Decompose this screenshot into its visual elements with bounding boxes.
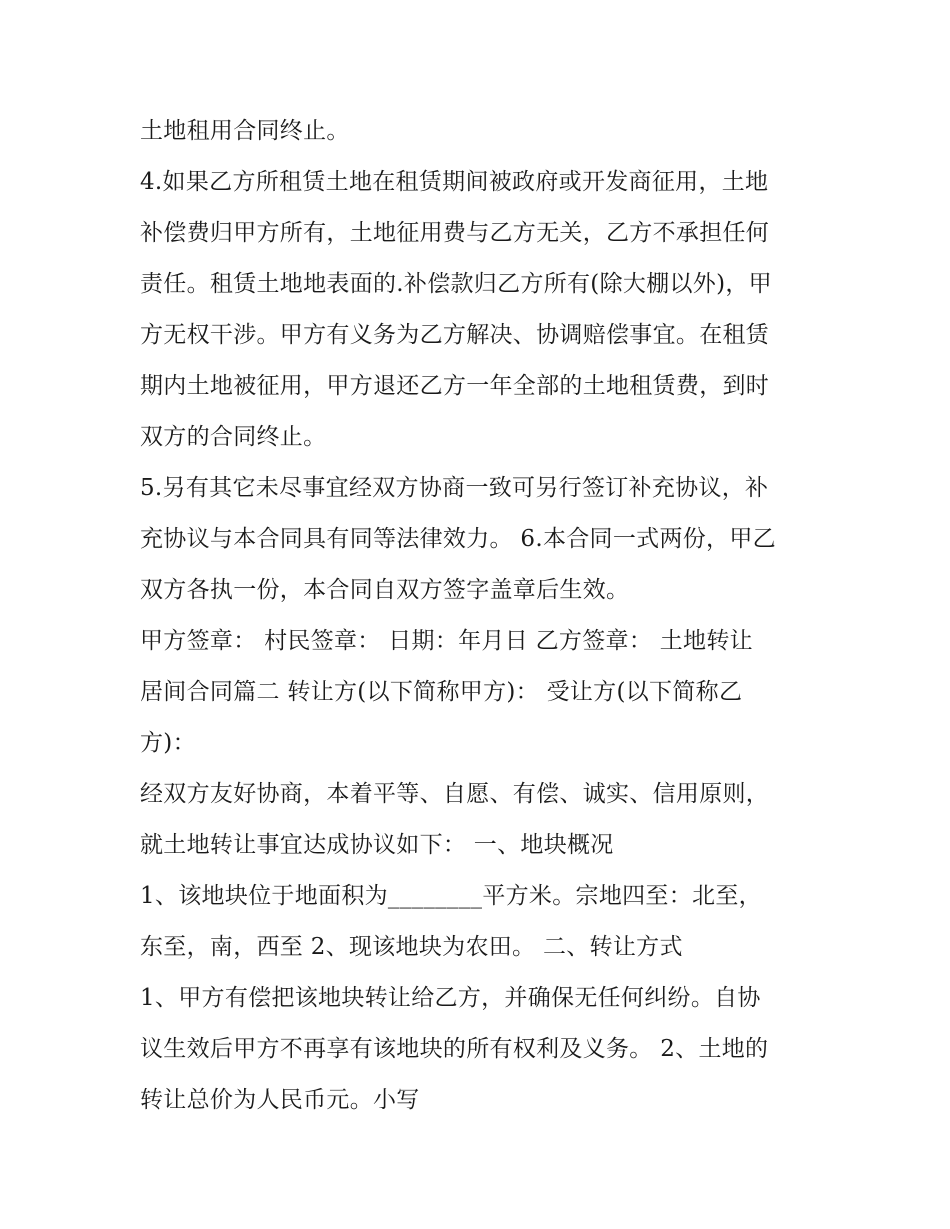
document-body (140, 106, 830, 1126)
text-line: 双方的合同终止。 (140, 424, 327, 450)
text-line: 方)： (140, 730, 196, 756)
text-line: 土地租用合同终止。 (140, 118, 350, 144)
text-line: 1、甲方有偿把该地块转让给乙方，并确保无任何纠纷。自协 (140, 985, 761, 1011)
text-line: 甲方签章： 村民签章： 日期：年月日 乙方签章： 土地转让 (140, 628, 753, 654)
text-line: 双方各执一份，本合同自双方签字盖章后生效。 (140, 577, 630, 603)
text-line: 转让总价为人民币元。小写 (140, 1087, 420, 1113)
text-line: 方无权干涉。甲方有义务为乙方解决、协调赔偿事宜。在租赁 (140, 322, 770, 348)
text-line: 4.如果乙方所租赁土地在租赁期间被政府或开发商征用，土地 (140, 169, 769, 195)
text-line: 充协议与本合同具有同等法律效力。 6.本合同一式两份，甲乙 (140, 526, 776, 552)
text-line: 东至，南，西至 2、现该地块为农田。 二、转让方式 (140, 934, 683, 960)
text-line: 议生效后甲方不再享有该地块的所有权利及义务。 2、土地的 (140, 1036, 769, 1062)
text-line: 居间合同篇二 转让方(以下简称甲方)： 受让方(以下简称乙 (140, 679, 743, 705)
text-line: 补偿费归甲方所有，土地征用费与乙方无关，乙方不承担任何 (140, 220, 770, 246)
text-line: 责任。租赁土地地表面的.补偿款归乙方所有(除大棚以外)，甲 (140, 271, 772, 297)
text-line: 1、该地块位于地面积为________平方米。宗地四至：北至， (140, 883, 762, 909)
text-line: 5.另有其它未尽事宜经双方协商一致可另行签订补充协议，补 (140, 475, 769, 501)
text-line: 就土地转让事宜达成协议如下： 一、地块概况 (140, 832, 614, 858)
text-line: 期内土地被征用，甲方退还乙方一年全部的土地租赁费，到时 (140, 373, 770, 399)
text-line: 经双方友好协商，本着平等、自愿、有偿、诚实、信用原则， (140, 781, 770, 807)
